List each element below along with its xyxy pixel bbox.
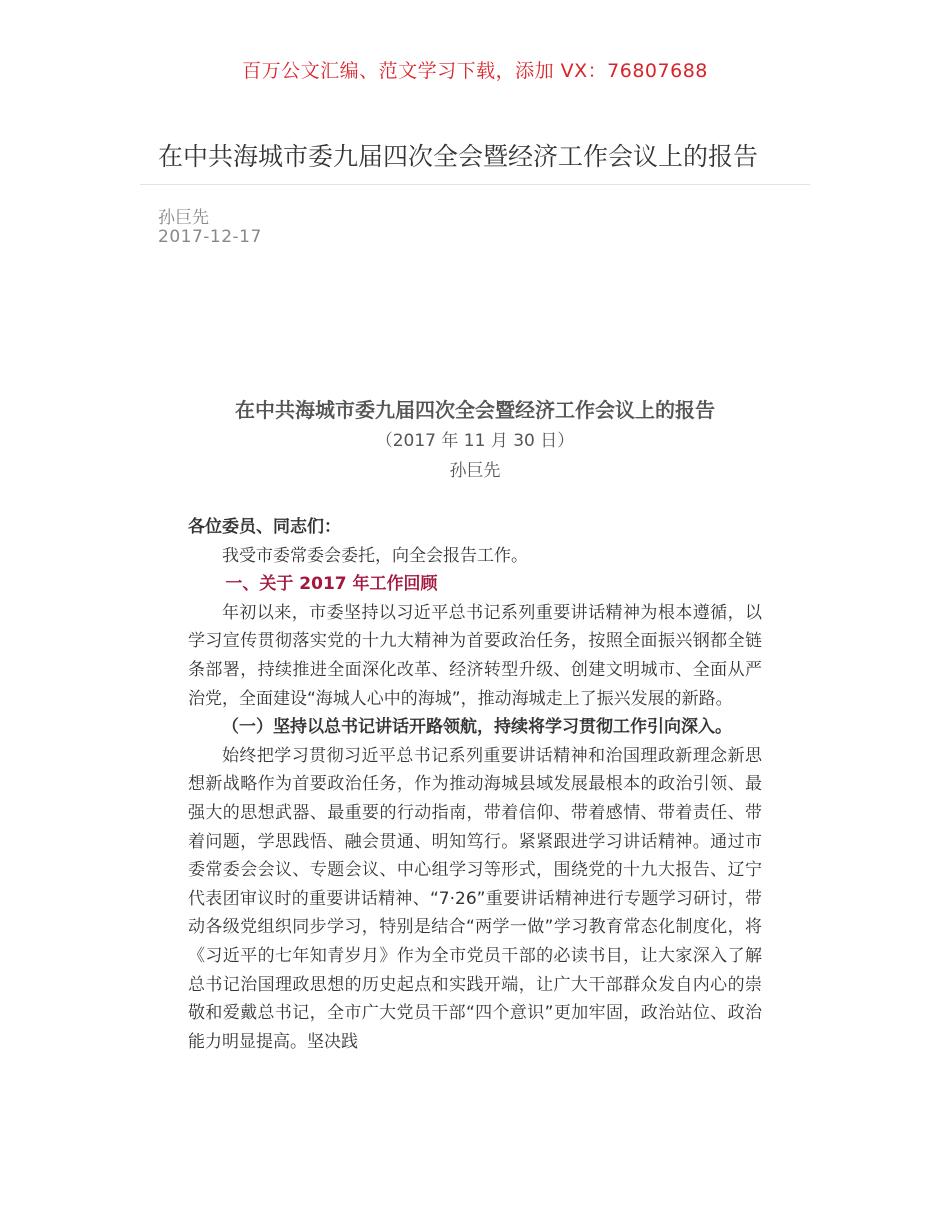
salutation: 各位委员、同志们： [188,517,341,537]
document-dateline: （2017 年 11 月 30 日） [375,431,575,451]
document-title: 在中共海城市委九届四次全会暨经济工作会议上的报告 [235,398,715,422]
body-paragraph: 始终把学习贯彻习近平总书记系列重要讲话精神和治国理政新理念新思想新战略作为首要政治任务，作为推动海城县域发展最根本的政治引领、最强大的思想武器、最重要的行动指南，带着信仰、带着感情、带着责任、带着问题，学思践悟、融会贯通、明知笃行。紧紧跟进学习讲话精神。通过市委常委会会议、专题会议、中心组学习等形式，围绕党的十九大报告、辽宁代表团审议时的重要讲话精神、“7·26”重要讲话精神进行专题学习研讨，带动各级党组织同步学习，特别是结合“两学一做”学习教育常态化制度化，将《习近平的七年知青岁月》作为全市党员干部的必读书目，让大家深入了解总书记治国理政思想的历史起点和实践开端，让广大干部群众发自内心的崇敬和爱戴总书记，全市广大党员干部“四个意识”更加牢固，政治站位、政治能力明显提高。坚决践 [188,745,762,1052]
body-paragraph: 年初以来，市委坚持以习近平总书记系列重要讲话精神为根本遵循，以学习宣传贯彻落实党的十九大精神为首要政治任务，按照全面振兴钢都全链条部署，持续推进全面深化改革、经济转型升级、创建文明城市、全面从严治党，全面建设“海城人心中的海城”，推动海城走上了振兴发展的新路。 [188,602,762,709]
page-title: 在中共海城市委九届四次全会暨经济工作会议上的报告 [158,142,759,171]
document-speaker: 孙巨先 [449,461,501,481]
title-divider [140,184,810,185]
document-body [188,513,762,1056]
section-heading: 一、关于 2017 年工作回顾 [225,574,438,595]
article-date: 2017-12-17 [158,227,262,247]
subsection-heading: （一）坚持以总书记讲话开路领航，持续将学习贯彻工作引向深入。 [222,717,732,738]
article-author: 孙巨先 [158,208,209,228]
promo-banner: 百万公文汇编、范文学习下载，添加 VX：76807688 [242,60,708,82]
intro-paragraph: 我受市委常委会委托，向全会报告工作。 [222,545,528,566]
